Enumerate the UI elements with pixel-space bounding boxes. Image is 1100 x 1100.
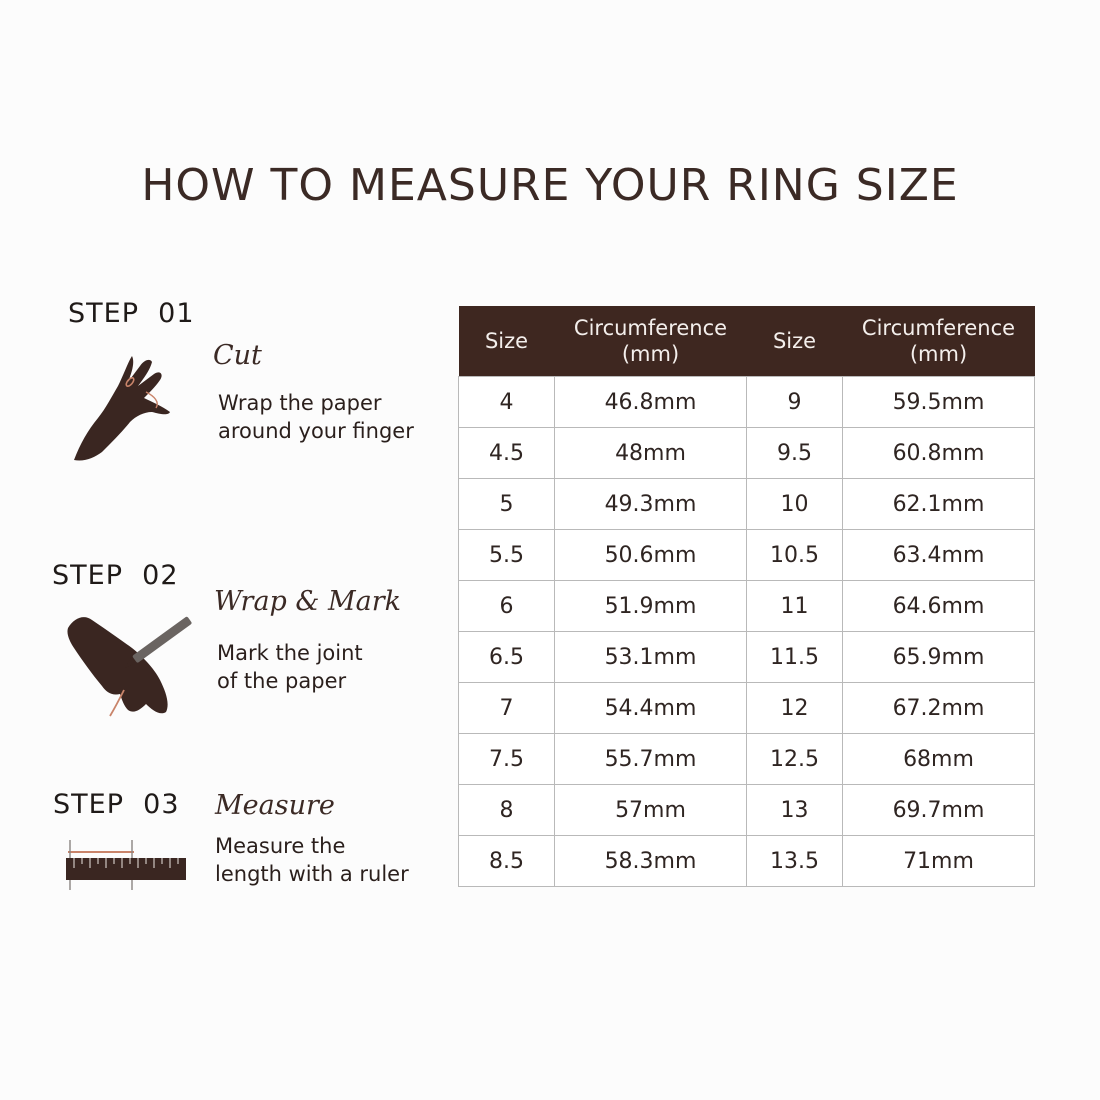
step-1-text-line-2: around your finger	[218, 419, 414, 443]
table-cell: 10	[747, 479, 843, 530]
table-row	[459, 785, 1035, 836]
table-cell: 48mm	[555, 428, 747, 479]
table-cell: 53.1mm	[555, 632, 747, 683]
header-size-left: Size	[459, 306, 555, 377]
step-3-text-line-2: length with a ruler	[215, 862, 409, 886]
header-circumference-right	[843, 306, 1035, 377]
step-2-text-line-1: Mark the joint	[217, 641, 363, 665]
table-cell: 68mm	[843, 734, 1035, 785]
table-cell: 55.7mm	[555, 734, 747, 785]
table-row	[459, 479, 1035, 530]
header-circumference-left-line-1: Circumference	[573, 316, 728, 340]
table-row	[459, 530, 1035, 581]
table-cell: 63.4mm	[843, 530, 1035, 581]
table-header	[459, 306, 1035, 377]
table-row	[459, 581, 1035, 632]
step-1-description	[218, 389, 414, 445]
table-cell: 11	[747, 581, 843, 632]
table-cell: 62.1mm	[843, 479, 1035, 530]
step-2-description	[217, 639, 363, 695]
step-1-label: STEP 01	[68, 298, 195, 329]
step-1-text-line-1: Wrap the paper	[218, 391, 382, 415]
header-circumference-right-line-2: (mm)	[909, 342, 968, 366]
table-cell: 8.5	[459, 836, 555, 887]
table-cell: 50.6mm	[555, 530, 747, 581]
table-row	[459, 632, 1035, 683]
table-cell: 60.8mm	[843, 428, 1035, 479]
table-cell: 13	[747, 785, 843, 836]
table-cell: 58.3mm	[555, 836, 747, 887]
table-row	[459, 377, 1035, 428]
table-cell: 59.5mm	[843, 377, 1035, 428]
table-cell: 7.5	[459, 734, 555, 785]
table-cell: 8	[459, 785, 555, 836]
header-circumference-right-line-1: Circumference	[861, 316, 1016, 340]
table-cell: 67.2mm	[843, 683, 1035, 734]
hand-wrap-finger-icon	[66, 352, 181, 471]
table-row	[459, 836, 1035, 887]
table-row	[459, 734, 1035, 785]
table-cell: 65.9mm	[843, 632, 1035, 683]
table-cell: 9.5	[747, 428, 843, 479]
step-2-label: STEP 02	[52, 560, 179, 591]
ring-size-table	[458, 306, 1035, 887]
step-2-text-line-2: of the paper	[217, 669, 347, 693]
step-3-text-line-1: Measure the	[215, 834, 346, 858]
table-cell: 11.5	[747, 632, 843, 683]
table-row	[459, 683, 1035, 734]
table-cell: 12	[747, 683, 843, 734]
table-cell: 46.8mm	[555, 377, 747, 428]
step-3-label: STEP 03	[53, 789, 180, 820]
step-3-description	[215, 832, 409, 888]
table-cell: 69.7mm	[843, 785, 1035, 836]
step-1-heading: Cut	[213, 340, 262, 371]
header-circumference-left-line-2: (mm)	[621, 342, 680, 366]
step-3-heading: Measure	[215, 790, 335, 821]
table-cell: 4	[459, 377, 555, 428]
table-header-row	[459, 306, 1035, 377]
ruler-icon	[64, 838, 188, 898]
table-cell: 6	[459, 581, 555, 632]
table-cell: 49.3mm	[555, 479, 747, 530]
hand-pen-mark-icon	[62, 612, 202, 728]
table-cell: 4.5	[459, 428, 555, 479]
table-cell: 5.5	[459, 530, 555, 581]
table-cell: 13.5	[747, 836, 843, 887]
table-body	[459, 377, 1035, 887]
table-cell: 6.5	[459, 632, 555, 683]
step-2-heading: Wrap & Mark	[214, 586, 402, 617]
table-cell: 7	[459, 683, 555, 734]
header-size-right: Size	[747, 306, 843, 377]
table-cell: 12.5	[747, 734, 843, 785]
table-row	[459, 428, 1035, 479]
table-cell: 9	[747, 377, 843, 428]
table-cell: 54.4mm	[555, 683, 747, 734]
table-cell: 64.6mm	[843, 581, 1035, 632]
table-cell: 57mm	[555, 785, 747, 836]
table-cell: 51.9mm	[555, 581, 747, 632]
header-circumference-left	[555, 306, 747, 377]
table-cell: 10.5	[747, 530, 843, 581]
table-cell: 71mm	[843, 836, 1035, 887]
table-cell: 5	[459, 479, 555, 530]
page-title: HOW TO MEASURE YOUR RING SIZE	[141, 160, 959, 211]
